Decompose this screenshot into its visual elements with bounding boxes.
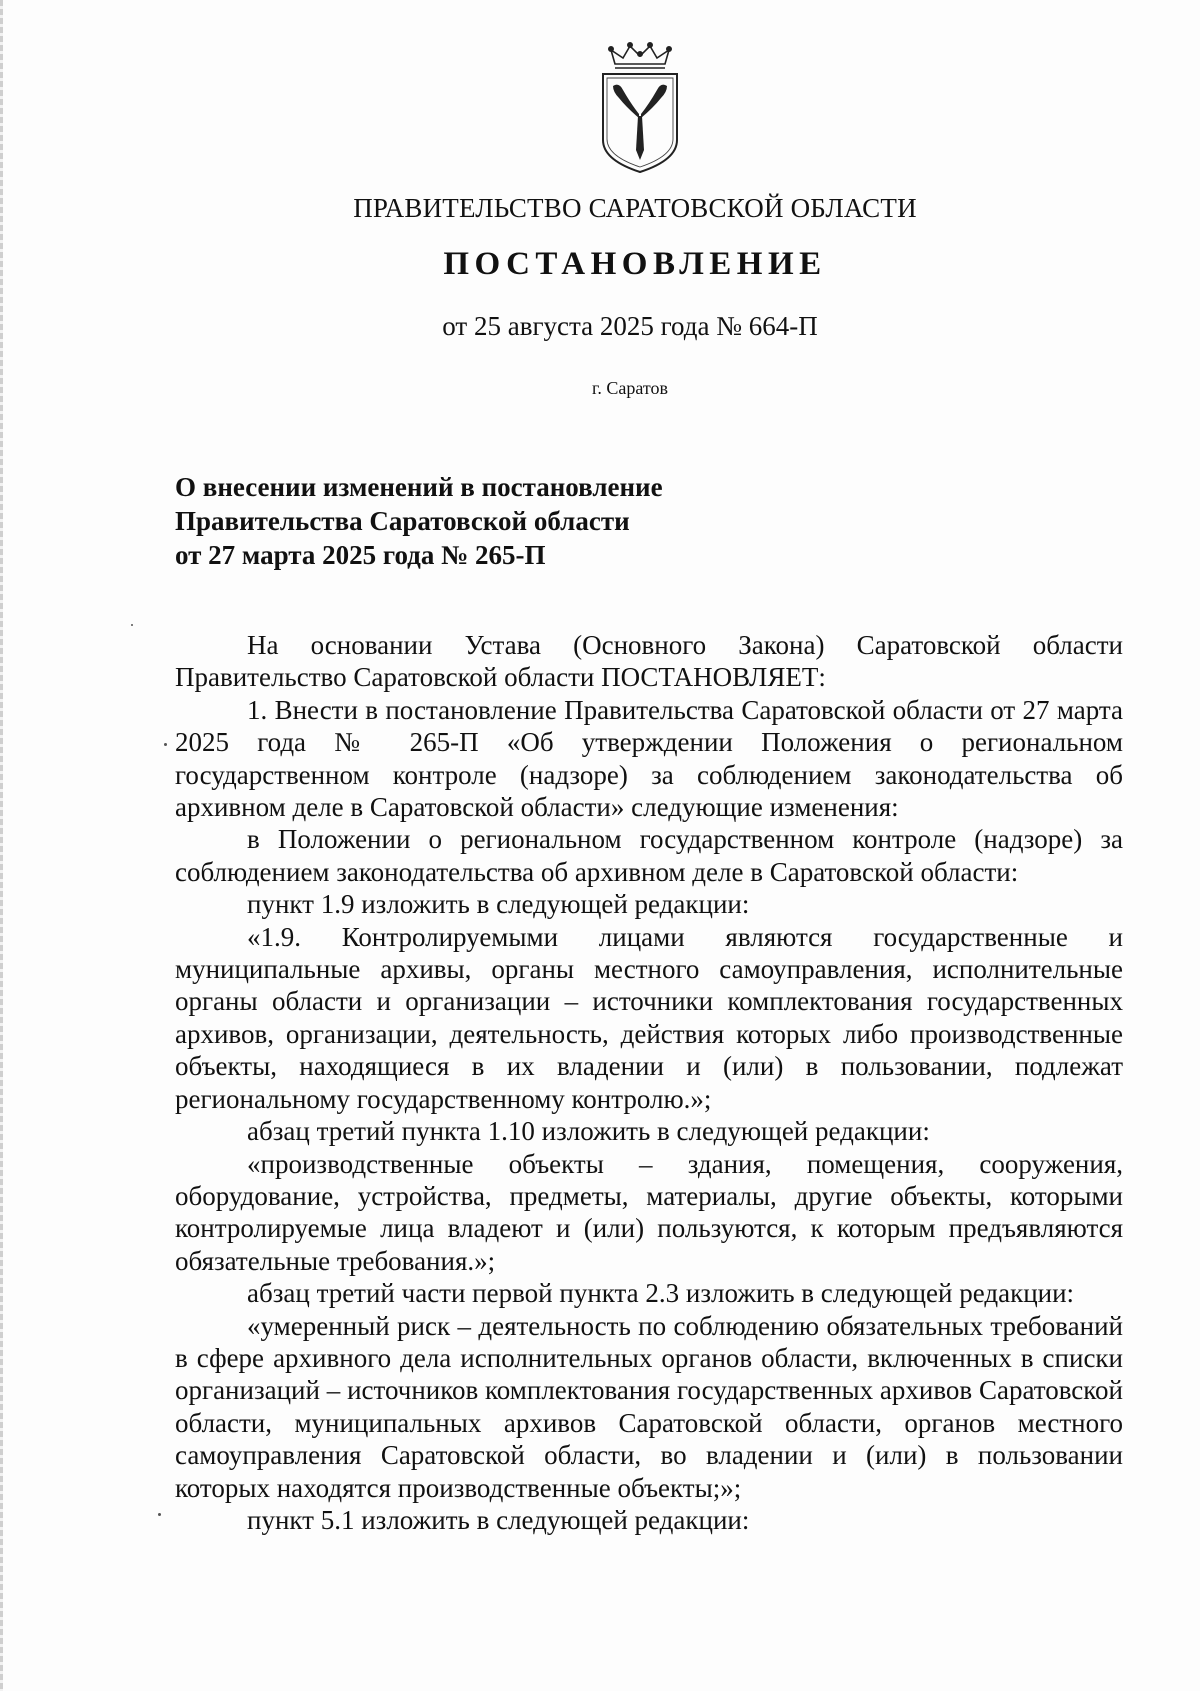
decree-date-number: от 25 августа 2025 года № 664-П [442,311,818,341]
decree-body [175,629,1123,1536]
scan-speck [131,624,133,626]
decree-subject [175,470,875,572]
body-paragraph: «производственные объекты – здания, помещения, сооружения, оборудование, устройства, предметы, материалы, другие объекты, которыми контролируемые лица владеют и (или) пользуются, к которым предъявляются обязательные требования.»; [175,1148,1123,1276]
subject-line: Правительства Саратовской области [175,506,630,536]
body-paragraph: На основании Устава (Основного Закона) Саратовской области Правительство Саратовской области ПОСТАНОВЛЯЕТ: [175,630,1123,693]
subject-line: О внесении изменений в постановление [175,472,663,502]
scan-speck [164,743,167,746]
body-paragraph: пункт 1.9 изложить в следующей редакции: [247,889,750,920]
body-paragraph: «умеренный риск – деятельность по соблюдению обязательных требований в сфере архивного дела исполнительных органов области, включенных в списки организаций – источников комплектования государственных архивов Саратовской области, муниципальных архивов Саратовской области, органов местного самоуправления Саратовской области, во владении и (или) в пользовании которых находятся производственные объекты;»; [175,1310,1123,1503]
body-paragraph: абзац третий пункта 1.10 изложить в следующей редакции: [247,1116,930,1147]
body-paragraph: пункт 5.1 изложить в следующей редакции: [247,1504,750,1535]
body-paragraph: «1.9. Контролируемыми лицами являются государственные и муниципальные архивы, органы местного самоуправления, исполнительные органы области и организации – источники комплектования государственных архивов, организации, деятельность, действия которых либо производственные объекты, находящиеся в их владении и (или) в пользовании, подлежат региональному государственному контролю.»; [175,921,1123,1114]
subject-line: от 27 марта 2025 года № 265-П [175,540,546,570]
body-paragraph: в Положении о региональном государственном контроле (надзоре) за соблюдением законодательства об архивном деле в Саратовской области: [175,824,1123,887]
body-paragraph: 1. Внести в постановление Правительства Саратовской области от 27 марта 2025 года № 265-П «Об утверждении Положения о региональном государственном контроле (надзоре) за соблюдением законодательства об архивном деле в Саратовской области» следующие изменения: [175,694,1123,823]
decree-city: г. Саратов [592,378,668,398]
coat-of-arms-icon [597,42,683,174]
scan-speck [158,1513,161,1516]
issuer-title: ПРАВИТЕЛЬСТВО САРАТОВСКОЙ ОБЛАСТИ [353,193,917,223]
body-paragraph: абзац третий части первой пункта 2.3 изложить в следующей редакции: [247,1278,1075,1309]
document-type-heading: ПОСТАНОВЛЕНИЕ [443,246,827,282]
